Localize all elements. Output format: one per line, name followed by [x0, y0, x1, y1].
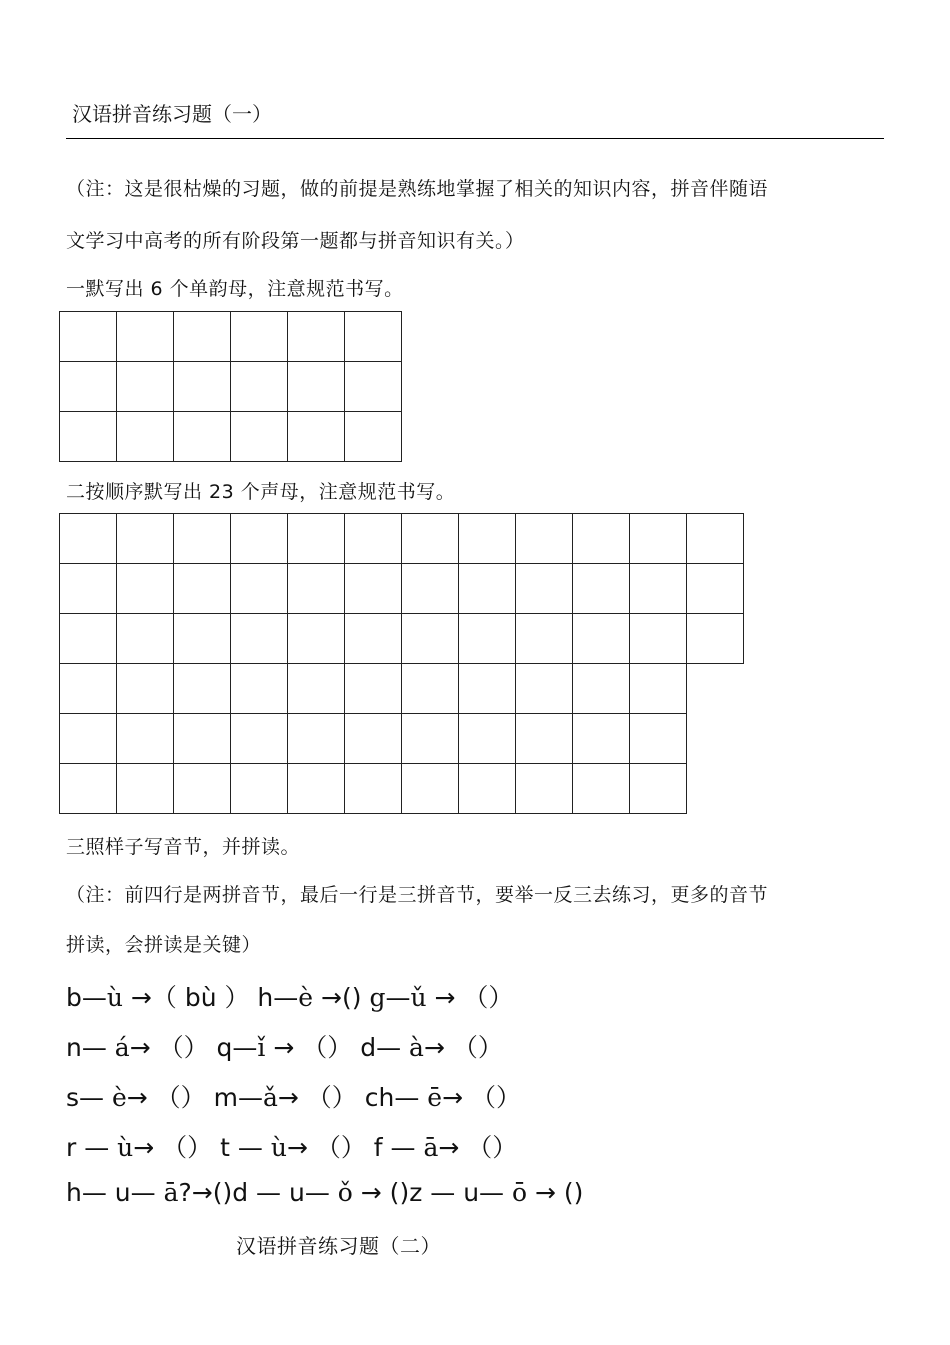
writing-cell[interactable] [231, 764, 288, 814]
section2-heading: 二按顺序默写出 23 个声母，注意规范书写。 [66, 481, 456, 503]
grid-row [60, 614, 744, 664]
writing-cell[interactable] [60, 362, 117, 412]
writing-cell[interactable] [402, 614, 459, 664]
writing-cell[interactable] [231, 362, 288, 412]
writing-cell[interactable] [402, 664, 459, 714]
writing-cell[interactable] [288, 312, 345, 362]
writing-cell[interactable] [288, 764, 345, 814]
writing-cell[interactable] [231, 514, 288, 564]
page-title: 汉语拼音练习题（一） [72, 102, 272, 126]
exercise-row-2: n— á→ （） q—ǐ → （） d— à→ （） [66, 1033, 503, 1062]
section3-note-line-1: （注：前四行是两拼音节，最后一行是三拼音节，要举一反三去练习，更多的音节 [66, 884, 769, 906]
writing-cell[interactable] [630, 714, 687, 764]
writing-cell[interactable] [630, 664, 687, 714]
writing-cell[interactable] [516, 764, 573, 814]
section1-heading: 一默写出 6 个单韵母，注意规范书写。 [66, 278, 404, 300]
writing-cell[interactable] [516, 614, 573, 664]
writing-cell[interactable] [174, 564, 231, 614]
title-divider [66, 138, 884, 139]
writing-cell[interactable] [516, 564, 573, 614]
writing-cell[interactable] [345, 714, 402, 764]
writing-cell[interactable] [288, 514, 345, 564]
grid-row [60, 564, 744, 614]
writing-cell[interactable] [573, 714, 630, 764]
writing-cell[interactable] [117, 764, 174, 814]
writing-cell[interactable] [174, 614, 231, 664]
writing-cell[interactable] [345, 312, 402, 362]
writing-cell[interactable] [402, 564, 459, 614]
writing-cell[interactable] [231, 312, 288, 362]
writing-cell[interactable] [402, 764, 459, 814]
grid-row [60, 412, 402, 462]
writing-cell[interactable] [516, 514, 573, 564]
writing-cell[interactable] [687, 514, 744, 564]
writing-cell[interactable] [402, 714, 459, 764]
writing-cell[interactable] [231, 614, 288, 664]
writing-cell[interactable] [60, 764, 117, 814]
writing-cell[interactable] [630, 564, 687, 614]
writing-cell[interactable] [117, 664, 174, 714]
writing-cell[interactable] [573, 614, 630, 664]
writing-cell[interactable] [288, 564, 345, 614]
writing-cell[interactable] [630, 514, 687, 564]
section3-heading: 三照样子写音节，并拼读。 [66, 836, 301, 858]
writing-cell[interactable] [174, 664, 231, 714]
writing-cell[interactable] [345, 362, 402, 412]
writing-cell[interactable] [231, 564, 288, 614]
writing-cell[interactable] [174, 412, 231, 462]
exercise-row-1: b—ù →（ bù ） h—è →() g—ǔ → （） [66, 983, 514, 1012]
intro-note-line-2: 文学习中高考的所有阶段第一题都与拼音知识有关。） [66, 230, 525, 252]
intro-note-line-1: （注：这是很枯燥的习题，做的前提是熟练地掌握了相关的知识内容，拼音伴随语 [66, 178, 769, 200]
writing-cell[interactable] [174, 514, 231, 564]
writing-cell[interactable] [288, 614, 345, 664]
writing-cell[interactable] [231, 664, 288, 714]
grid-row [60, 764, 744, 814]
grid-gap [687, 764, 744, 814]
writing-cell[interactable] [516, 714, 573, 764]
writing-cell[interactable] [174, 312, 231, 362]
writing-cell[interactable] [459, 714, 516, 764]
grid-row [60, 312, 402, 362]
writing-cell[interactable] [345, 764, 402, 814]
writing-cell[interactable] [117, 614, 174, 664]
writing-cell[interactable] [174, 362, 231, 412]
writing-cell[interactable] [573, 514, 630, 564]
grid-gap [687, 664, 744, 714]
grid-row [60, 514, 744, 564]
writing-cell[interactable] [687, 614, 744, 664]
writing-cell[interactable] [117, 412, 174, 462]
writing-cell[interactable] [459, 764, 516, 814]
writing-cell[interactable] [288, 714, 345, 764]
writing-cell[interactable] [231, 714, 288, 764]
writing-cell[interactable] [459, 664, 516, 714]
writing-cell[interactable] [117, 362, 174, 412]
writing-cell[interactable] [459, 564, 516, 614]
exercise-row-4: r — ù→ （） t — ù→ （） f — ā→ （） [66, 1133, 518, 1162]
writing-cell[interactable] [573, 664, 630, 714]
writing-cell[interactable] [117, 312, 174, 362]
writing-cell[interactable] [516, 664, 573, 714]
writing-cell[interactable] [402, 514, 459, 564]
writing-cell[interactable] [60, 514, 117, 564]
writing-cell[interactable] [60, 664, 117, 714]
writing-cell[interactable] [630, 764, 687, 814]
section3-note-line-2: 拼读，会拼读是关键） [66, 934, 262, 956]
grid-row [60, 362, 402, 412]
grid-row [60, 664, 744, 714]
writing-cell[interactable] [174, 764, 231, 814]
next-worksheet-title: 汉语拼音练习题（二） [236, 1234, 441, 1258]
writing-cell[interactable] [231, 412, 288, 462]
writing-cell[interactable] [60, 564, 117, 614]
finals-writing-grid [59, 311, 402, 462]
initials-writing-grid [59, 513, 744, 814]
writing-cell[interactable] [345, 664, 402, 714]
writing-cell[interactable] [60, 412, 117, 462]
writing-cell[interactable] [174, 714, 231, 764]
exercise-row-3: s— è→ （） m—ǎ→ （） ch— ē→ （） [66, 1083, 521, 1112]
writing-cell[interactable] [60, 614, 117, 664]
writing-cell[interactable] [60, 714, 117, 764]
writing-cell[interactable] [345, 564, 402, 614]
exercise-row-5: h— u— ā?→()d — u— ǒ → ()z — u— ō → () [66, 1178, 584, 1207]
writing-cell[interactable] [117, 514, 174, 564]
writing-cell[interactable] [459, 614, 516, 664]
writing-cell[interactable] [117, 564, 174, 614]
writing-cell[interactable] [345, 412, 402, 462]
grid-row [60, 714, 744, 764]
writing-cell[interactable] [60, 312, 117, 362]
writing-cell[interactable] [573, 564, 630, 614]
writing-cell[interactable] [345, 514, 402, 564]
writing-cell[interactable] [459, 514, 516, 564]
writing-cell[interactable] [630, 614, 687, 664]
writing-cell[interactable] [687, 564, 744, 614]
writing-cell[interactable] [573, 764, 630, 814]
writing-cell[interactable] [117, 714, 174, 764]
writing-cell[interactable] [288, 412, 345, 462]
writing-cell[interactable] [288, 664, 345, 714]
grid-gap [687, 714, 744, 764]
writing-cell[interactable] [345, 614, 402, 664]
writing-cell[interactable] [288, 362, 345, 412]
